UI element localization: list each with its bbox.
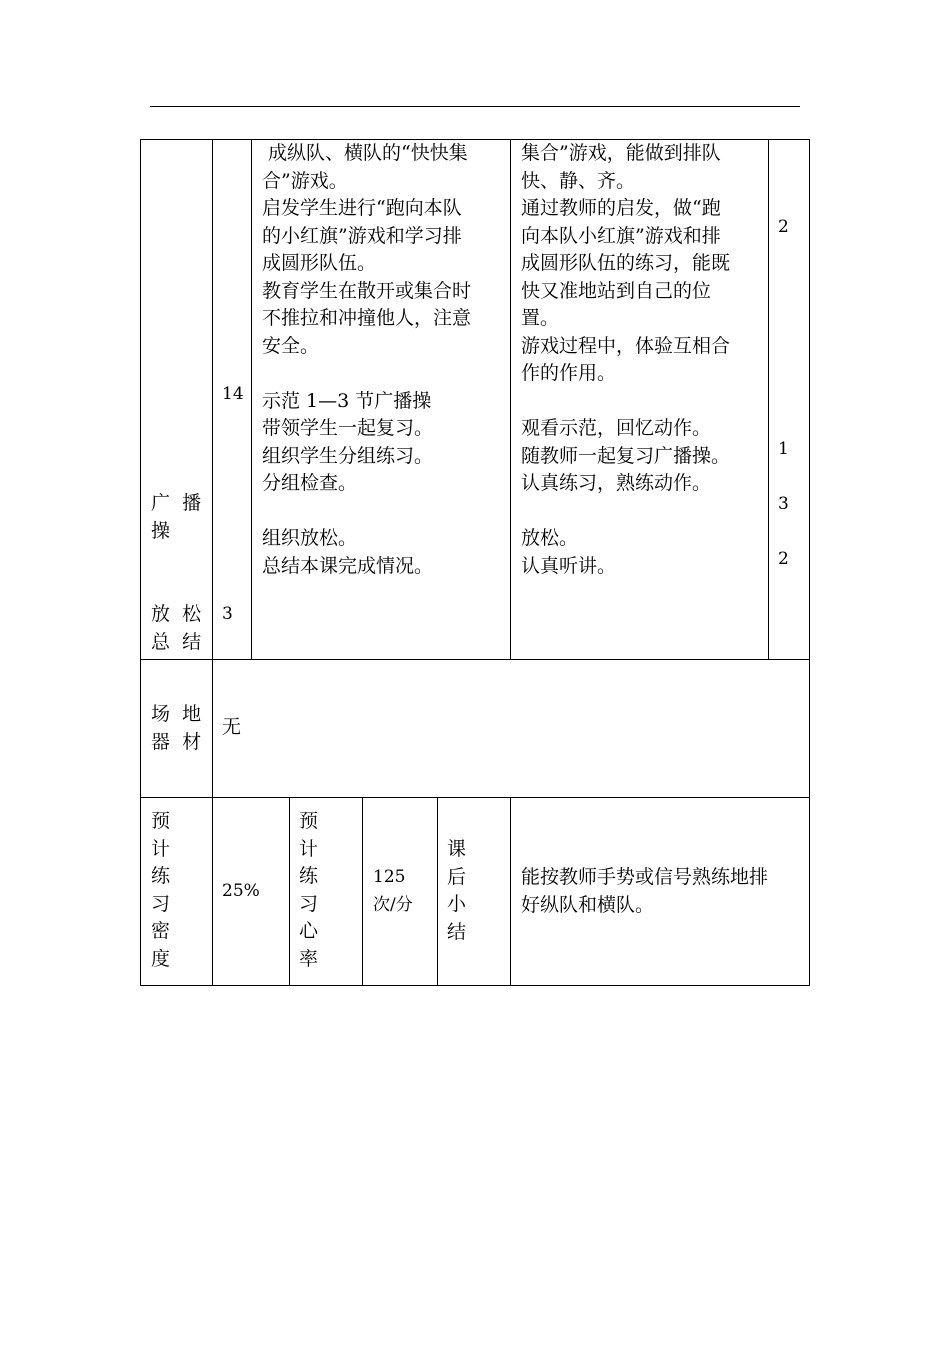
header-rule [150, 106, 800, 107]
student-activities: 集合”游戏，能做到排队 快、静、齐。 通过教师的启发，做“跑 向本队小红旗”游戏和排 成圆形队伍的练习，能既 快又准地站到自己的位 置。 游戏过程中，体验互相合 作的作用。 观看示范，回忆动作。 随教师一起复习广播操。 认真练习，熟练动作。 放松。 认真听讲。 [521, 142, 731, 577]
count-4: 2 [778, 549, 789, 569]
count-1: 2 [778, 217, 789, 237]
label-venue-equipment: 场 地 器 材 [151, 703, 202, 753]
post-class-summary-text: 能按教师手势或信号熟练地排 好纵队和横队。 [521, 866, 769, 916]
label-post-class-summary: 课 后 小 结 [447, 838, 467, 943]
row-divider-1 [140, 659, 810, 660]
venue-value: 无 [222, 716, 242, 738]
count-2: 1 [778, 439, 789, 459]
table-border-right [809, 139, 810, 986]
planned-density-value: 25% [222, 881, 260, 901]
col-divider-density-4 [510, 797, 511, 986]
col-divider-time [251, 139, 252, 660]
col-divider-label [212, 139, 213, 986]
time-relax: 3 [222, 604, 233, 624]
label-planned-heart-rate: 预 计 练 习 心 率 [299, 810, 319, 970]
teacher-activities: 成纵队、横队的“快快集 合”游戏。 启发学生进行“跑向本队 的小红旗”游戏和学习排 成圆形队伍。 教育学生在散开或集合时 不推拉和冲撞他人，注意 安全。 示范 1—3 节广播操 带领学生一起复习。 组织学生分组练习。 分组检查。 组织放松。 总结本课完成情况。 [262, 142, 472, 577]
table-border-bottom [140, 985, 810, 986]
col-divider-student [768, 139, 769, 660]
planned-heart-rate-value: 125 次/分 [373, 867, 413, 915]
col-divider-density-2 [362, 797, 363, 986]
col-divider-density-1 [289, 797, 290, 986]
col-divider-teacher [510, 139, 511, 660]
count-3: 3 [778, 494, 789, 514]
label-planned-density: 预 计 练 习 密 度 [151, 810, 171, 970]
time-main: 14 [222, 384, 244, 404]
col-divider-density-3 [437, 797, 438, 986]
label-relax-summary: 放 松 总 结 [151, 603, 202, 653]
table-border-left [140, 139, 141, 986]
row-divider-2 [140, 797, 810, 798]
label-broadcast-exercise: 广 播 操 [151, 492, 202, 542]
